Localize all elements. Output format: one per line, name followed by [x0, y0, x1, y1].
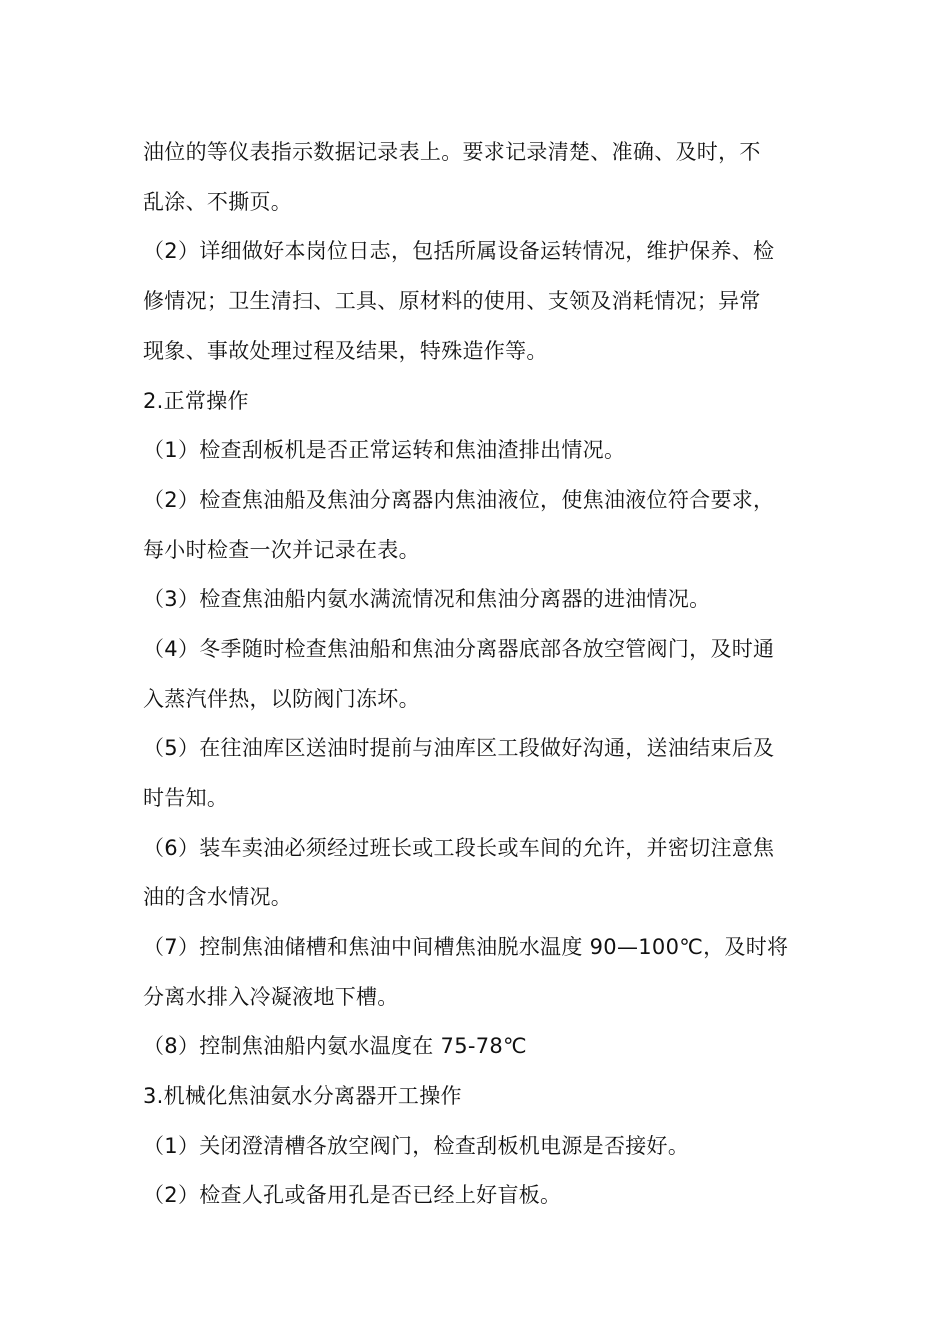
text-line: 油的含水情况。 — [143, 885, 293, 909]
text-line: 分离水排入冷凝液地下槽。 — [143, 985, 399, 1009]
text-line: 油位的等仪表指示数据记录表上。要求记录清楚、准确、及时，不 — [143, 140, 761, 164]
text-line: （3）检查焦油船内氨水满流情况和焦油分离器的进油情况。 — [143, 587, 711, 611]
section-heading: 2.正常操作 — [143, 389, 249, 413]
text-line: （1）检查刮板机是否正常运转和焦油渣排出情况。 — [143, 438, 626, 462]
text-line: 入蒸汽伴热，以防阀门冻坏。 — [143, 687, 420, 711]
text-line: （8）控制焦油船内氨水温度在 75-78℃ — [143, 1034, 527, 1058]
text-line: 每小时检查一次并记录在表。 — [143, 538, 420, 562]
text-line: （6）装车卖油必须经过班长或工段长或车间的允许，并密切注意焦 — [143, 836, 775, 860]
text-line: 乱涂、不撕页。 — [143, 190, 293, 214]
text-line: 时告知。 — [143, 786, 229, 810]
text-line: （2）检查焦油船及焦油分离器内焦油液位，使焦油液位符合要求， — [143, 488, 775, 512]
text-line: （4）冬季随时检查焦油船和焦油分离器底部各放空管阀门，及时通 — [143, 637, 775, 661]
section-heading: 3.机械化焦油氨水分离器开工操作 — [143, 1084, 462, 1108]
text-line: （5）在往油库区送油时提前与油库区工段做好沟通，送油结束后及 — [143, 736, 775, 760]
text-line: （1）关闭澄清槽各放空阀门，检查刮板机电源是否接好。 — [143, 1134, 690, 1158]
text-line: （2）详细做好本岗位日志，包括所属设备运转情况，维护保养、检 — [143, 239, 775, 263]
text-line: 修情况；卫生清扫、工具、原材料的使用、支领及消耗情况；异常 — [143, 289, 761, 313]
text-line: 现象、事故处理过程及结果，特殊造作等。 — [143, 339, 548, 363]
text-line: （7）控制焦油储槽和焦油中间槽焦油脱水温度 90—100℃，及时将 — [143, 935, 789, 959]
text-line: （2）检查人孔或备用孔是否已经上好盲板。 — [143, 1183, 562, 1207]
